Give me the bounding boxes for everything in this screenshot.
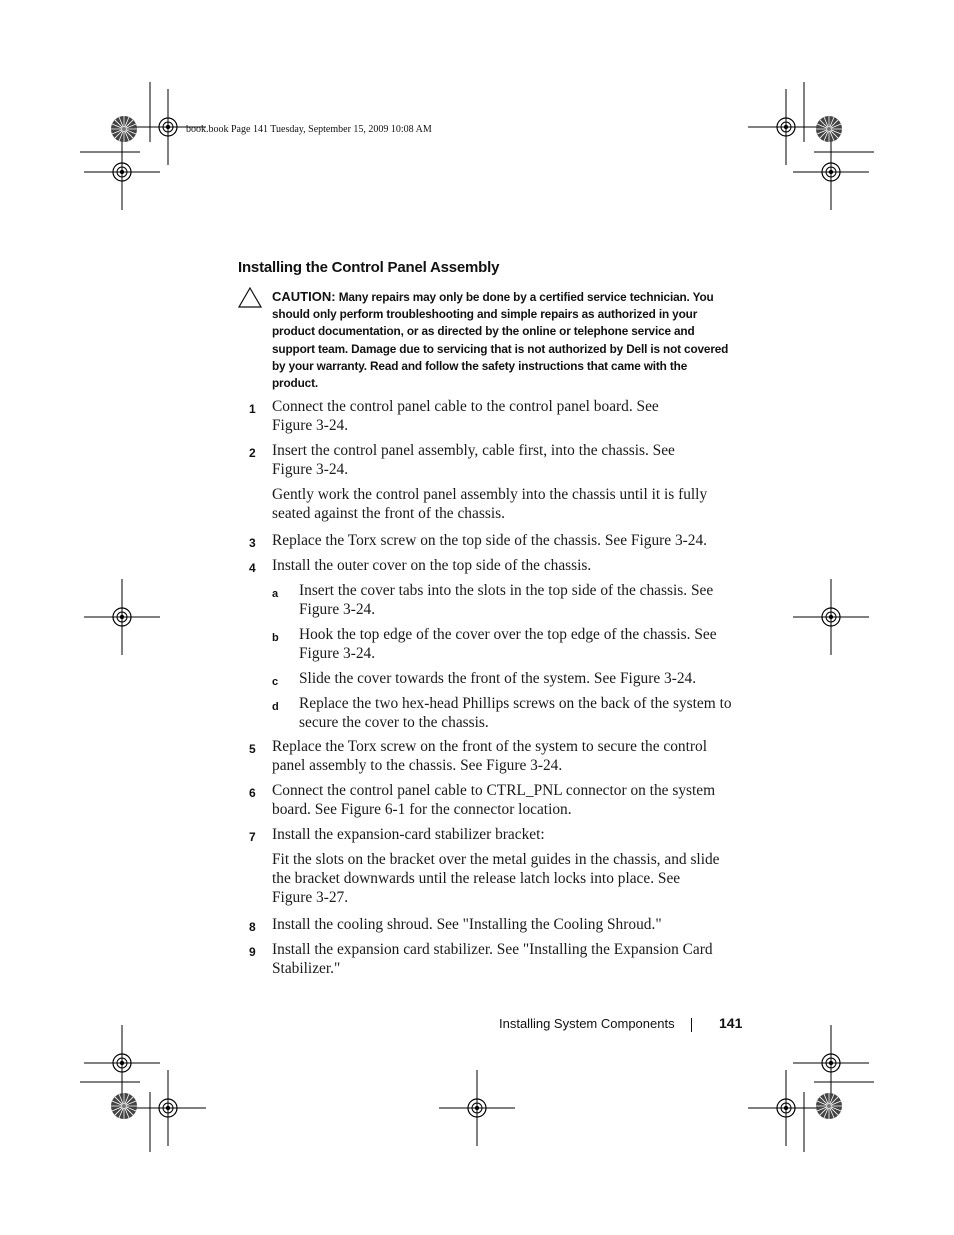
step-line: board. See Figure 6-1 for the connector location. xyxy=(272,801,572,818)
step-paragraph xyxy=(272,850,742,907)
step-line: Replace the Torx screw on the front of the system to secure the control xyxy=(272,738,707,755)
step-number: 5 xyxy=(249,742,256,756)
footer-section-title: Installing System Components xyxy=(499,1016,675,1031)
step-text xyxy=(272,737,742,775)
step-line: Connect the control panel cable to the control panel board. See xyxy=(272,398,659,415)
step-line: secure the cover to the chassis. xyxy=(299,714,489,731)
figure-reference: Figure 3-24. xyxy=(299,645,376,662)
step-line: Replace the two hex-head Phillips screws on the back of the system to xyxy=(299,695,732,712)
step-line: the bracket downwards until the release latch locks into place. See xyxy=(272,870,681,887)
step-line: Stabilizer." xyxy=(272,960,341,977)
step-number: 9 xyxy=(249,945,256,959)
figure-reference: Figure 3-24. xyxy=(272,417,349,434)
step-text: Install the cooling shroud. See "Installing the Cooling Shroud." xyxy=(272,916,662,933)
substep-letter: d xyxy=(272,701,279,713)
step-number: 3 xyxy=(249,536,256,550)
print-slug: book.book Page 141 Tuesday, September 15, 2009 10:08 AM xyxy=(186,124,432,135)
caution-line: by your warranty. Read and follow the safety instructions that came with the xyxy=(272,358,688,373)
caution-label: CAUTION: xyxy=(272,289,336,304)
step-text: Install the outer cover on the top side of the chassis. xyxy=(272,557,592,574)
step-line: panel assembly to the chassis. See Figure 3-24. xyxy=(272,757,563,774)
footer-divider xyxy=(691,1018,692,1032)
step-number: 8 xyxy=(249,920,256,934)
step-line: Gently work the control panel assembly into the chassis until it is fully xyxy=(272,486,708,503)
step-number: 7 xyxy=(249,830,256,844)
substep-letter: c xyxy=(272,676,279,688)
substep-text xyxy=(299,581,744,619)
step-line: Hook the top edge of the cover over the top edge of the chassis. See xyxy=(299,626,717,643)
step-number: 1 xyxy=(249,402,256,416)
figure-reference: Figure 3-24. xyxy=(272,461,349,478)
step-number: 2 xyxy=(249,446,256,460)
figure-reference: Figure 3-27. xyxy=(272,889,349,906)
step-line: Fit the slots on the bracket over the metal guides in the chassis, and slide xyxy=(272,851,720,868)
step-number: 6 xyxy=(249,786,256,800)
step-text xyxy=(272,397,742,435)
page-number: 141 xyxy=(719,1015,743,1031)
section-heading: Installing the Control Panel Assembly xyxy=(238,259,500,276)
caution-line: Many repairs may only be done by a certified service technician. You xyxy=(338,290,714,304)
step-text xyxy=(272,940,742,978)
caution-note xyxy=(272,288,742,392)
substep-letter: b xyxy=(272,632,279,644)
step-text xyxy=(272,441,742,479)
step-line: Install the expansion card stabilizer. See "Installing the Expansion Card xyxy=(272,941,713,958)
figure-reference: Figure 3-24. xyxy=(299,601,376,618)
step-text: Install the expansion-card stabilizer bracket: xyxy=(272,826,545,843)
caution-icon xyxy=(238,287,262,309)
caution-line: should only perform troubleshooting and simple repairs as authorized in your xyxy=(272,307,698,322)
caution-line: support team. Damage due to servicing that is not authorized by Dell is not covered xyxy=(272,341,729,356)
caution-line: product. xyxy=(272,376,318,391)
step-line: Insert the control panel assembly, cable first, into the chassis. See xyxy=(272,442,675,459)
substep-letter: a xyxy=(272,588,279,600)
step-text xyxy=(272,781,742,819)
step-line: seated against the front of the chassis. xyxy=(272,505,505,522)
step-text: Replace the Torx screw on the top side of the chassis. See Figure 3-24. xyxy=(272,532,708,549)
caution-line: product documentation, or as directed by the online or telephone service and xyxy=(272,324,695,339)
substep-text xyxy=(299,625,744,663)
substep-text: Slide the cover towards the front of the system. See Figure 3-24. xyxy=(299,670,697,687)
substep-text xyxy=(299,694,744,732)
step-number: 4 xyxy=(249,561,256,575)
step-line: Insert the cover tabs into the slots in the top side of the chassis. See xyxy=(299,582,714,599)
step-line: Connect the control panel cable to CTRL_PNL connector on the system xyxy=(272,782,716,799)
step-paragraph xyxy=(272,485,742,523)
